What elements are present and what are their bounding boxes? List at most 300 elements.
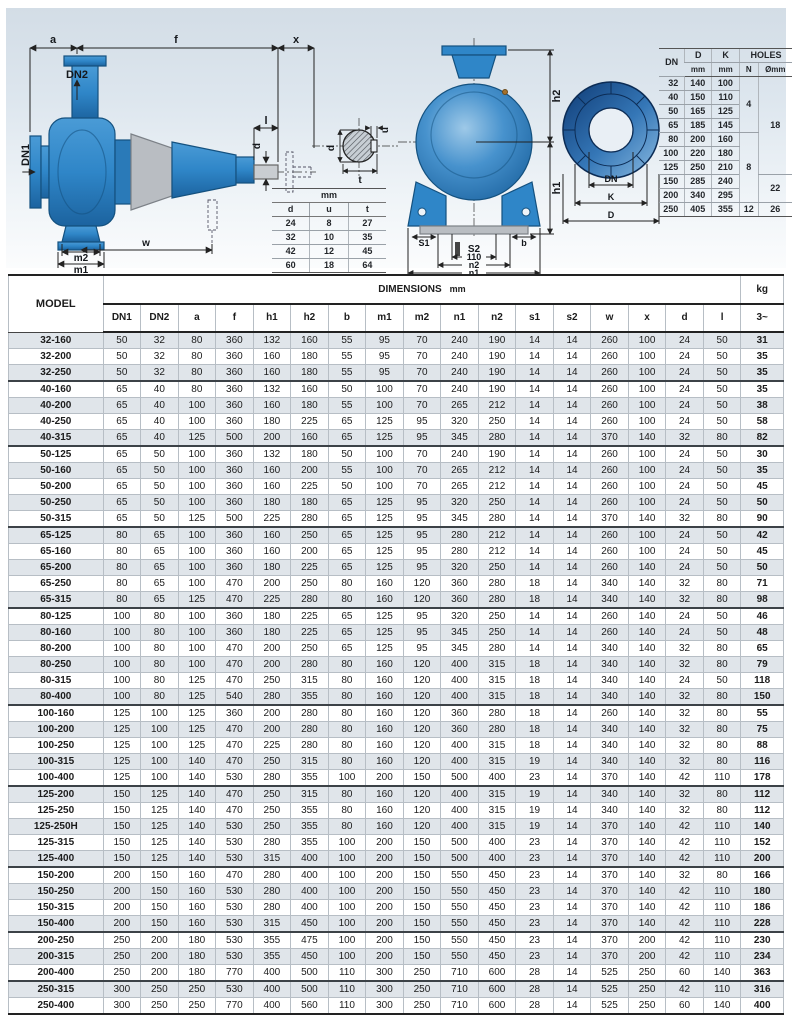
cell-m1: 125: [366, 430, 404, 447]
cell-h2: 180: [291, 349, 329, 365]
cell-m1: 125: [366, 641, 404, 657]
shaft-table-cell: 27: [348, 217, 386, 231]
cell-f: 540: [216, 689, 254, 706]
kg-cell: 35: [741, 381, 784, 398]
cell-d: 32: [666, 705, 704, 722]
cell-h1: 280: [253, 835, 291, 851]
cell-h2: 250: [291, 576, 329, 592]
cell-n2: 280: [478, 592, 516, 609]
cell-n1: 360: [441, 592, 479, 609]
cell-m1: 200: [366, 916, 404, 933]
cell-x: 140: [628, 884, 666, 900]
cell-s1: 14: [516, 430, 554, 447]
cell-l: 50: [703, 381, 741, 398]
k-col-header: K: [712, 49, 740, 63]
cell-b: 100: [328, 949, 366, 965]
cell-h2: 400: [291, 851, 329, 868]
cell-l: 110: [703, 981, 741, 998]
kg-cell: 140: [741, 819, 784, 835]
cell-m2: 70: [403, 349, 441, 365]
cell-n1: 345: [441, 625, 479, 641]
col-header-h2: h2: [291, 304, 329, 332]
cell-h1: 225: [253, 511, 291, 528]
cell-x: 140: [628, 786, 666, 803]
cell-s1: 19: [516, 786, 554, 803]
cell-DN1: 80: [103, 527, 141, 544]
cell-m2: 120: [403, 754, 441, 770]
cell-n2: 450: [478, 884, 516, 900]
cell-s1: 14: [516, 544, 554, 560]
flange-table-cell: 100: [712, 77, 740, 91]
cell-m2: 95: [403, 527, 441, 544]
cell-s2: 14: [553, 949, 591, 965]
cell-x: 140: [628, 560, 666, 576]
cell-a: 100: [178, 446, 216, 463]
flange-table-cell: 180: [712, 147, 740, 161]
kg-cell: 180: [741, 884, 784, 900]
cell-a: 125: [178, 705, 216, 722]
cell-b: 55: [328, 332, 366, 349]
cell-s1: 18: [516, 689, 554, 706]
table-row: [9, 689, 784, 706]
cell-d: 42: [666, 835, 704, 851]
kg-cell: 38: [741, 398, 784, 414]
cell-n1: 265: [441, 479, 479, 495]
cell-b: 65: [328, 414, 366, 430]
cell-h2: 225: [291, 625, 329, 641]
cell-w: 370: [591, 770, 629, 787]
cell-f: 530: [216, 884, 254, 900]
cell-s1: 18: [516, 705, 554, 722]
table-row: [9, 998, 784, 1015]
kg-cell: 230: [741, 932, 784, 949]
table-row: [9, 786, 784, 803]
cell-l: 80: [703, 689, 741, 706]
cell-DN2: 80: [141, 689, 179, 706]
cell-w: 340: [591, 738, 629, 754]
cell-d: 42: [666, 900, 704, 916]
cell-m1: 200: [366, 949, 404, 965]
cell-DN1: 80: [103, 544, 141, 560]
cell-h1: 180: [253, 625, 291, 641]
model-cell: 250-315: [9, 981, 104, 998]
cell-m1: 100: [366, 446, 404, 463]
model-cell: 80-125: [9, 608, 104, 625]
cell-w: 340: [591, 754, 629, 770]
flange-label-dn: DN: [604, 174, 618, 184]
model-cell: 100-160: [9, 705, 104, 722]
cell-w: 525: [591, 981, 629, 998]
kg-cell: 82: [741, 430, 784, 447]
model-cell: 50-315: [9, 511, 104, 528]
cell-DN2: 80: [141, 625, 179, 641]
cell-n1: 280: [441, 527, 479, 544]
flange-table-cell: 150: [659, 175, 685, 189]
cell-x: 140: [628, 900, 666, 916]
cell-m1: 95: [366, 365, 404, 382]
cell-b: 65: [328, 641, 366, 657]
cell-a: 250: [178, 981, 216, 998]
cell-DN1: 65: [103, 463, 141, 479]
cell-w: 370: [591, 819, 629, 835]
cell-d: 42: [666, 949, 704, 965]
dim-label-f: f: [174, 34, 178, 46]
cell-m1: 160: [366, 657, 404, 673]
cell-a: 140: [178, 803, 216, 819]
cell-DN2: 100: [141, 738, 179, 754]
col-header-s2: s2: [553, 304, 591, 332]
cell-n2: 600: [478, 981, 516, 998]
cell-DN1: 80: [103, 560, 141, 576]
cell-x: 140: [628, 689, 666, 706]
cell-h1: 200: [253, 641, 291, 657]
cell-h1: 250: [253, 803, 291, 819]
dim-label-s2: S2: [467, 244, 481, 255]
cell-w: 340: [591, 786, 629, 803]
cell-DN2: 150: [141, 900, 179, 916]
cell-l: 140: [703, 998, 741, 1015]
table-row: [9, 641, 784, 657]
cell-DN1: 200: [103, 900, 141, 916]
n-col-header: N: [739, 63, 758, 77]
cell-n2: 280: [478, 576, 516, 592]
cell-w: 370: [591, 867, 629, 884]
cell-x: 100: [628, 479, 666, 495]
cell-f: 500: [216, 430, 254, 447]
cell-h1: 160: [253, 349, 291, 365]
cell-x: 140: [628, 641, 666, 657]
flange-table-cell: 100: [659, 147, 685, 161]
table-row: [9, 916, 784, 933]
cell-d: 24: [666, 381, 704, 398]
cell-n2: 450: [478, 949, 516, 965]
cell-s2: 14: [553, 884, 591, 900]
dimensions-table: [8, 274, 784, 1015]
support-detail: [208, 200, 217, 244]
flange-table-row: [659, 203, 792, 217]
cell-w: 260: [591, 446, 629, 463]
cell-h1: 160: [253, 527, 291, 544]
flange-table-cell: 295: [712, 189, 740, 203]
cell-x: 100: [628, 365, 666, 382]
cell-DN1: 300: [103, 981, 141, 998]
cell-h2: 475: [291, 932, 329, 949]
cell-n1: 400: [441, 803, 479, 819]
cell-s1: 14: [516, 365, 554, 382]
cell-d: 42: [666, 916, 704, 933]
kg-cell: 31: [741, 332, 784, 349]
cell-n2: 250: [478, 495, 516, 511]
flange-table-cell: 185: [685, 119, 712, 133]
cell-DN1: 250: [103, 965, 141, 982]
flange-ring: [563, 82, 659, 178]
table-row: [9, 495, 784, 511]
cell-m1: 200: [366, 867, 404, 884]
cell-m1: 200: [366, 770, 404, 787]
cell-h2: 280: [291, 657, 329, 673]
cell-f: 530: [216, 770, 254, 787]
cell-s2: 14: [553, 657, 591, 673]
cell-b: 100: [328, 916, 366, 933]
cell-x: 140: [628, 803, 666, 819]
cell-f: 470: [216, 786, 254, 803]
cell-h2: 250: [291, 641, 329, 657]
flange-table-cell: 80: [659, 133, 685, 147]
cell-d: 24: [666, 673, 704, 689]
cell-DN2: 40: [141, 414, 179, 430]
d-col-header: D: [685, 49, 712, 63]
cell-l: 80: [703, 738, 741, 754]
cell-d: 32: [666, 430, 704, 447]
cell-DN2: 200: [141, 949, 179, 965]
model-cell: 50-250: [9, 495, 104, 511]
cell-DN2: 100: [141, 770, 179, 787]
cell-f: 360: [216, 446, 254, 463]
cell-s2: 14: [553, 625, 591, 641]
model-cell: 80-315: [9, 673, 104, 689]
cell-b: 100: [328, 884, 366, 900]
cell-s2: 14: [553, 819, 591, 835]
cell-d: 24: [666, 446, 704, 463]
model-cell: 100-315: [9, 754, 104, 770]
cell-l: 140: [703, 965, 741, 982]
cell-x: 140: [628, 625, 666, 641]
cell-w: 370: [591, 916, 629, 933]
flange-table-cell: 210: [712, 161, 740, 175]
cell-l: 50: [703, 365, 741, 382]
table-row: [9, 949, 784, 965]
cell-s2: 14: [553, 608, 591, 625]
kg-cell: 90: [741, 511, 784, 528]
kg-cell: 118: [741, 673, 784, 689]
cell-n1: 400: [441, 819, 479, 835]
cell-h2: 315: [291, 754, 329, 770]
flange-table-cell: 125: [659, 161, 685, 175]
cell-f: 530: [216, 949, 254, 965]
cell-m2: 95: [403, 641, 441, 657]
cell-f: 360: [216, 495, 254, 511]
cell-x: 140: [628, 835, 666, 851]
cell-m2: 70: [403, 381, 441, 398]
cell-m2: 120: [403, 738, 441, 754]
shaft-dimensions-table: [272, 188, 386, 273]
cell-DN1: 150: [103, 786, 141, 803]
cell-n1: 400: [441, 657, 479, 673]
cell-DN2: 200: [141, 932, 179, 949]
cell-DN1: 100: [103, 625, 141, 641]
cell-f: 360: [216, 398, 254, 414]
cell-w: 370: [591, 932, 629, 949]
cell-n1: 550: [441, 867, 479, 884]
shaft-col-t: t: [348, 203, 386, 217]
cell-x: 100: [628, 463, 666, 479]
cell-m2: 150: [403, 884, 441, 900]
model-cell: 80-200: [9, 641, 104, 657]
cell-m2: 95: [403, 495, 441, 511]
cell-m2: 95: [403, 608, 441, 625]
kg-cell: 65: [741, 641, 784, 657]
cell-b: 80: [328, 705, 366, 722]
cell-n2: 212: [478, 544, 516, 560]
cell-h1: 400: [253, 965, 291, 982]
cell-h2: 355: [291, 803, 329, 819]
shaft-table-cell: 45: [348, 245, 386, 259]
cell-n2: 190: [478, 365, 516, 382]
model-cell: 150-400: [9, 916, 104, 933]
model-cell: 32-160: [9, 332, 104, 349]
kg-cell: 150: [741, 689, 784, 706]
cell-h2: 225: [291, 479, 329, 495]
shaft-table-cell: 32: [272, 231, 310, 245]
cell-s2: 14: [553, 479, 591, 495]
cell-x: 140: [628, 851, 666, 868]
kg-cell: 35: [741, 365, 784, 382]
cell-m1: 125: [366, 511, 404, 528]
model-cell: 65-160: [9, 544, 104, 560]
cell-b: 80: [328, 754, 366, 770]
cell-h2: 280: [291, 738, 329, 754]
cell-w: 260: [591, 560, 629, 576]
cell-m2: 95: [403, 414, 441, 430]
cell-m1: 125: [366, 527, 404, 544]
cell-h2: 180: [291, 365, 329, 382]
cell-a: 100: [178, 608, 216, 625]
cell-d: 32: [666, 576, 704, 592]
cell-DN1: 50: [103, 365, 141, 382]
cell-l: 110: [703, 819, 741, 835]
cell-n1: 320: [441, 414, 479, 430]
cell-h1: 400: [253, 998, 291, 1015]
cell-d: 42: [666, 884, 704, 900]
cell-d: 32: [666, 803, 704, 819]
cell-h1: 200: [253, 722, 291, 738]
shaft-table-cell: 35: [348, 231, 386, 245]
cell-w: 370: [591, 430, 629, 447]
cell-n1: 710: [441, 998, 479, 1015]
cell-h2: 200: [291, 463, 329, 479]
cell-DN2: 100: [141, 754, 179, 770]
shaft-table-row: [272, 259, 386, 273]
holes-n-cell: 8: [739, 133, 758, 203]
cell-f: 470: [216, 576, 254, 592]
cell-n1: 320: [441, 608, 479, 625]
cell-m1: 200: [366, 835, 404, 851]
table-row: [9, 446, 784, 463]
cell-m1: 160: [366, 722, 404, 738]
cell-s2: 14: [553, 803, 591, 819]
table-row: [9, 560, 784, 576]
cell-m1: 300: [366, 998, 404, 1015]
cell-h2: 355: [291, 819, 329, 835]
cell-d: 32: [666, 592, 704, 609]
dim-label-m2: m2: [73, 253, 89, 264]
cell-h2: 225: [291, 414, 329, 430]
cell-n2: 400: [478, 770, 516, 787]
model-cell: 125-250H: [9, 819, 104, 835]
kg-cell: 79: [741, 657, 784, 673]
technical-drawings-panel: [6, 8, 786, 278]
cell-m1: 200: [366, 851, 404, 868]
kg-cell: 112: [741, 803, 784, 819]
col-header-n2: n2: [478, 304, 516, 332]
flange-table-cell: 405: [685, 203, 712, 217]
cell-w: 260: [591, 625, 629, 641]
flange-dimensions-table: [659, 48, 792, 217]
table-row: [9, 722, 784, 738]
col-header-a: a: [178, 304, 216, 332]
section-label-d: d: [326, 144, 337, 152]
cell-f: 470: [216, 592, 254, 609]
table-row: [9, 673, 784, 689]
cell-DN1: 150: [103, 803, 141, 819]
cell-f: 360: [216, 560, 254, 576]
cell-m2: 120: [403, 803, 441, 819]
cell-b: 80: [328, 592, 366, 609]
shaft-section-drawing: [312, 110, 398, 186]
cell-n2: 250: [478, 560, 516, 576]
table-row: [9, 819, 784, 835]
cell-w: 340: [591, 803, 629, 819]
cell-a: 100: [178, 625, 216, 641]
cell-n2: 600: [478, 965, 516, 982]
kg-cell: 48: [741, 625, 784, 641]
cell-b: 80: [328, 673, 366, 689]
cell-l: 50: [703, 463, 741, 479]
cell-s2: 14: [553, 576, 591, 592]
cell-DN2: 80: [141, 641, 179, 657]
kg-cell: 200: [741, 851, 784, 868]
shaft-table-cell: 60: [272, 259, 310, 273]
cell-DN2: 40: [141, 430, 179, 447]
cell-a: 125: [178, 689, 216, 706]
table-row: [9, 398, 784, 414]
cell-n1: 550: [441, 900, 479, 916]
cell-w: 340: [591, 722, 629, 738]
cell-DN2: 125: [141, 803, 179, 819]
dimensions-header: [103, 275, 741, 304]
model-cell: 125-250: [9, 803, 104, 819]
cell-h2: 180: [291, 398, 329, 414]
cell-n2: 212: [478, 398, 516, 414]
cell-n1: 550: [441, 884, 479, 900]
cell-DN1: 250: [103, 932, 141, 949]
cell-a: 160: [178, 916, 216, 933]
cell-l: 50: [703, 332, 741, 349]
cell-l: 50: [703, 625, 741, 641]
flange-label-d: D: [607, 210, 615, 220]
cell-DN1: 125: [103, 738, 141, 754]
cell-m1: 160: [366, 738, 404, 754]
col-header-h1: h1: [253, 304, 291, 332]
cell-w: 370: [591, 835, 629, 851]
cell-h1: 315: [253, 916, 291, 933]
cell-l: 50: [703, 673, 741, 689]
cell-n2: 190: [478, 381, 516, 398]
cell-h1: 280: [253, 689, 291, 706]
cell-DN1: 65: [103, 511, 141, 528]
cell-m2: 95: [403, 511, 441, 528]
cell-DN2: 150: [141, 867, 179, 884]
cell-b: 55: [328, 349, 366, 365]
flange-table-row: [659, 175, 792, 189]
cell-DN2: 65: [141, 544, 179, 560]
cell-l: 50: [703, 544, 741, 560]
table-row: [9, 332, 784, 349]
cell-m1: 300: [366, 981, 404, 998]
cell-m1: 200: [366, 932, 404, 949]
cell-x: 140: [628, 705, 666, 722]
model-cell: 80-250: [9, 657, 104, 673]
